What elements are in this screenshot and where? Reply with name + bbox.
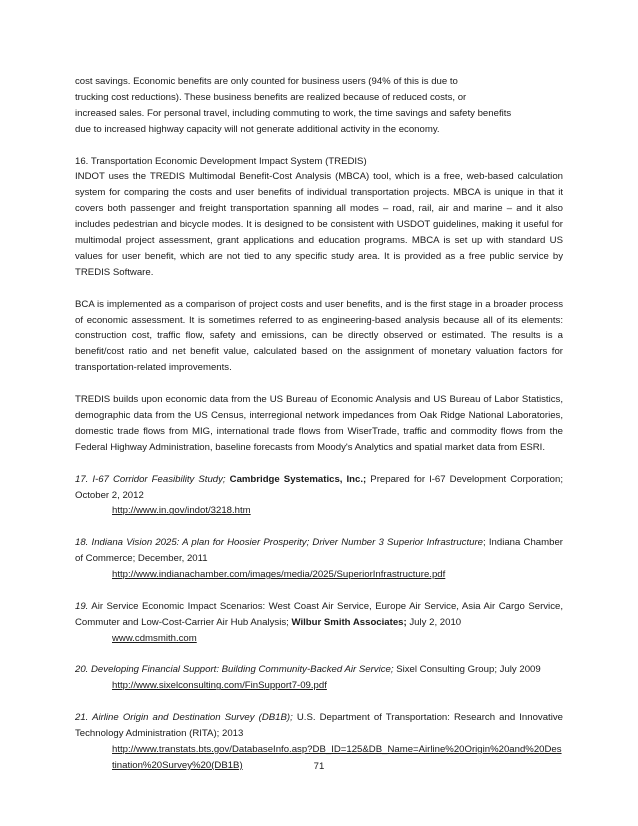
ref-details: Prepared for I-67 Development Corporation; October 2, 2012: [75, 473, 564, 501]
ref-title: 18. Indiana Vision 2025: A plan for Hoosier Prosperity; Driver Number 3 Superior Infrastructure: [75, 537, 484, 549]
ref-link[interactable]: http://www.transtats.bts.gov/DatabaseInfo.asp?DB_ID=125&DB_Name=Airline%20Origin%20and%20Destination%20Survey%20(DB1B): [112, 743, 562, 771]
section-tredis: [75, 154, 563, 281]
ref-title: 21. Airline Origin and Destination Survey (DB1B);: [75, 712, 293, 724]
line: trucking cost reductions). These business benefits are realized because of reduced costs, or: [75, 91, 467, 103]
ref-link[interactable]: http://www.sixelconsulting.com/FinSupport7-09.pdf: [112, 680, 327, 692]
paragraph-tredis-intro: INDOT uses the TREDIS Multimodal Benefit-Cost Analysis (MBCA) tool, which is a free, web-based calculation system for comparing the costs and user benefits of individual transportation projects. MBCA is unique in that it covers both passenger and freight transportation spanning all modes – road, rail, air and marine – and it also includes pedestrian and bicycle modes. It is designed to be consistent with USDOT guidelines, making it useful for multimodal project assessment, grant applications and education programs. MBCA is set up with standard US values for user benefit, which are not tied to any specific study area. It is provided as a free public service by TREDIS Software.: [75, 171, 563, 278]
ref-author: Wilbur Smith Associates;: [291, 616, 407, 628]
reference-19: [75, 599, 563, 647]
reference-20: [75, 662, 563, 694]
ref-author: Cambridge Systematics, Inc.;: [229, 473, 367, 485]
page-number: 71: [313, 761, 325, 772]
paragraph-tredis-data: TREDIS builds upon economic data from the US Bureau of Economic Analysis and US Bureau of Labor Statistics, demographic data from the US Census, interregional network impedances from Oak Ridge National Laboratories, domestic trade flows from MIG, international trade flows from WiserTrade, traffic and commodity flows from the Federal Highway Administration, baseline forecasts from Moody's Analytics and spatial market data from ESRI.: [75, 394, 563, 453]
ref-date: July 2, 2010: [406, 616, 462, 628]
ref-title: 20. Developing Financial Support: Building Community-Backed Air Service;: [75, 664, 394, 676]
document-body: [75, 74, 563, 790]
ref-link[interactable]: http://www.in.gov/indot/3218.htm: [112, 505, 251, 517]
ref-title: 17. I-67 Corridor Feasibility Study;: [75, 473, 226, 485]
ref-details: Air Service Economic Impact Scenarios: West Coast Air Service, Europe Air Service, Asia Air Cargo Service, Commuter and Low-Cost-Carrier Air Hub Analysis;: [75, 600, 563, 628]
ref-details: ; Indiana Chamber of Commerce; December, 2011: [75, 537, 563, 565]
section-title-tredis: 16. Transportation Economic Development Impact System (TREDIS): [75, 155, 367, 167]
reference-17: [75, 472, 563, 520]
ref-details: U.S. Department of Transportation: Research and Innovative Technology Administration (RITA); 2013: [75, 712, 563, 740]
ref-number: 19.: [75, 600, 89, 612]
ref-link[interactable]: www.cdmsmith.com: [112, 632, 197, 644]
line: increased sales. For personal travel, including commuting to work, the time savings and safety benefits: [75, 107, 512, 119]
paragraph-economic-benefits: [75, 74, 563, 138]
ref-link[interactable]: http://www.indianachamber.com/images/media/2025/SuperiorInfrastructure.pdf: [112, 569, 446, 581]
line: due to increased highway capacity will not generate additional activity in the economy.: [75, 123, 440, 135]
paragraph-bca: BCA is implemented as a comparison of project costs and user benefits, and is the first stage in a broader process of economic assessment. It is sometimes referred to as engineering-based analysis because all of its elements: construction cost, traffic flow, safety and emissions, can be directly observed or estimated. The results is a benefit/cost ratio and net benefit value, calculated based on the assignment of monetary valuation factors for transportation-related improvements.: [75, 298, 563, 374]
line: cost savings. Economic benefits are only counted for business users (94% of this is due to: [75, 76, 458, 87]
reference-18: [75, 535, 563, 583]
ref-details: Sixel Consulting Group; July 2009: [393, 664, 541, 676]
